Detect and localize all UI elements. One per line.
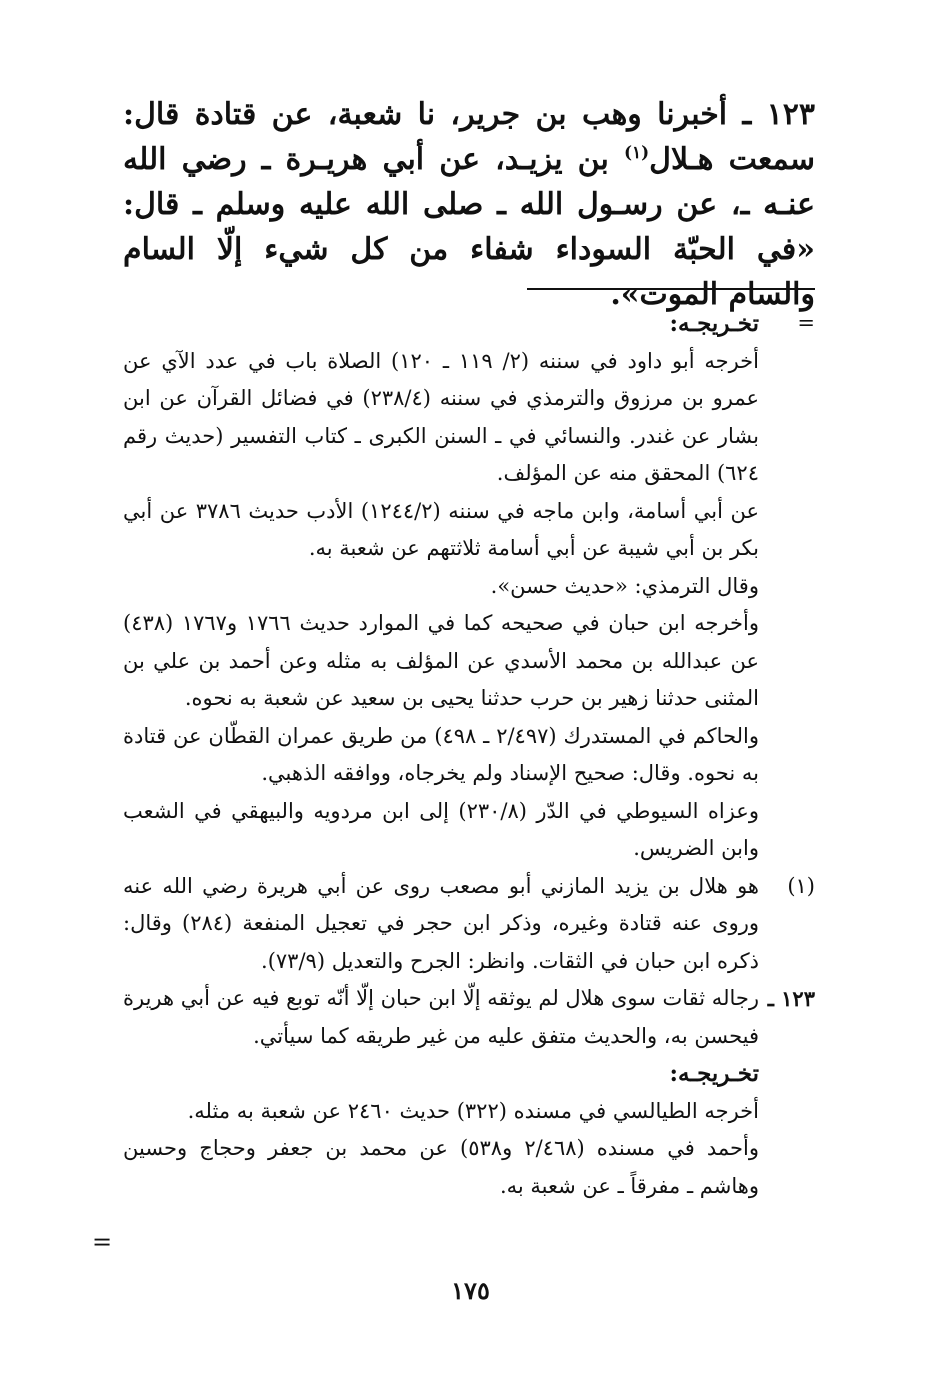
- footnote-separator-rule: [527, 288, 815, 290]
- takhrij-paragraph: أخرجه الطيالسي في مسنده (٣٢٢) حديث ٢٤٦٠ عن شعبة به مثله.: [187, 1098, 759, 1123]
- footnote-1: [123, 868, 815, 981]
- page-number: ١٧٥: [451, 1276, 490, 1305]
- footnotes-area: [123, 305, 815, 1205]
- commentary-marker: ١٢٣ ـ: [767, 986, 815, 1011]
- continued-marker: =: [92, 1228, 113, 1256]
- takhrij-paragraph: وأخرجه ابن حبان في صحيحه كما في الموارد حديث ١٧٦٦ و١٧٦٧ (٤٣٨) عن عبدالله بن محمد الأسدي عن المؤلف به مثله وعن أحمد بن علي بن المثنى حدثنا زهير بن حرب حدثنا يحيى بن سعيد عن شعبة به نحوه.: [123, 611, 759, 710]
- commentary-text: رجاله ثقات سوى هلال لم يوثقه إلّا ابن حبان إلّا أنّه توبع فيه عن أبي هريرة فيحسن به، والحديث متفق عليه من غير طريقه كما سيأتي.: [123, 986, 759, 1048]
- footnote-text: هو هلال بن يزيد المازني أبو مصعب روى عن أبي هريرة رضي الله عنه وروى عنه قتادة وغيره، وذكر ابن حجر في تعجيل المنفعة (٢٨٤) وقال: ذكره ابن حبان في الثقات. وانظر: الجرح والتعديل (٧٣/٩).: [123, 873, 759, 973]
- hadith-main-text: [123, 92, 815, 317]
- takhrij-paragraph: عن أبي أسامة، وابن ماجه في سننه (١٢٤٤/٢) الأدب حديث ٣٧٨٦ عن أبي بكر بن أبي شيبة عن أبي أسامة ثلاثتهم عن شعبة به.: [123, 498, 759, 560]
- hadith-text-part-1: أخبرنا وهب بن جرير، نا شعبة، عن قتادة قال: سمعت هـلال: [123, 97, 815, 177]
- takhrij-paragraph: أخرجه أبو داود في سننه (٢/ ١١٩ ـ ١٢٠) الصلاة باب في عدد الآي عن عمرو بن مرزوق والترمذي في سننه (٢٣٨/٤) في فضائل القرآن عن ابن بشار عن غندر. والنسائي في ـ السنن الكبرى ـ كتاب التفسير (حديث رقم ٦٢٤) المحقق منه عن المؤلف.: [123, 348, 759, 485]
- takhrij-continuation-block: [123, 305, 815, 868]
- hadith-text-part-2: بن يزيـد، عن أبي هريـرة ـ رضي الله عنـه ـ، عن رسـول الله ـ صلى الله عليه وسلم ـ قال: «في الحبّة السوداء شفاء من كل شيء إلّا السام والسام الموت».: [123, 142, 815, 312]
- takhrij-paragraph: وقال الترمذي: «حديث حسن».: [490, 573, 759, 598]
- footnote-marker: (١): [787, 873, 815, 898]
- footnote-reference: (١): [623, 143, 650, 163]
- takhrij-paragraph: والحاكم في المستدرك (٢/٤٩٧ ـ ٤٩٨) من طريق عمران القطّان عن قتادة به نحوه. وقال: صحيح الإسناد ولم يخرجاه، ووافقه الذهبي.: [123, 723, 759, 785]
- takhrij-heading: تخـريجـه:: [669, 1060, 759, 1087]
- takhrij-heading: تخـريجـه:: [669, 310, 759, 337]
- takhrij-paragraph: وأحمد في مسنده (٢/٤٦٨ و٥٣٨) عن محمد بن جعفر وحجاج وحسين وهاشم ـ مفرقاً ـ عن شعبة به.: [123, 1136, 759, 1198]
- hadith-123-commentary: [123, 980, 815, 1205]
- hadith-number: ١٢٣ ـ: [742, 97, 815, 132]
- continuation-marker: =: [797, 311, 815, 335]
- takhrij-paragraph: وعزاه السيوطي في الدّر (٢٣٠/٨) إلى ابن مردويه والبيهقي في الشعب وابن الضريس.: [123, 798, 759, 860]
- hadith-123: [123, 92, 815, 317]
